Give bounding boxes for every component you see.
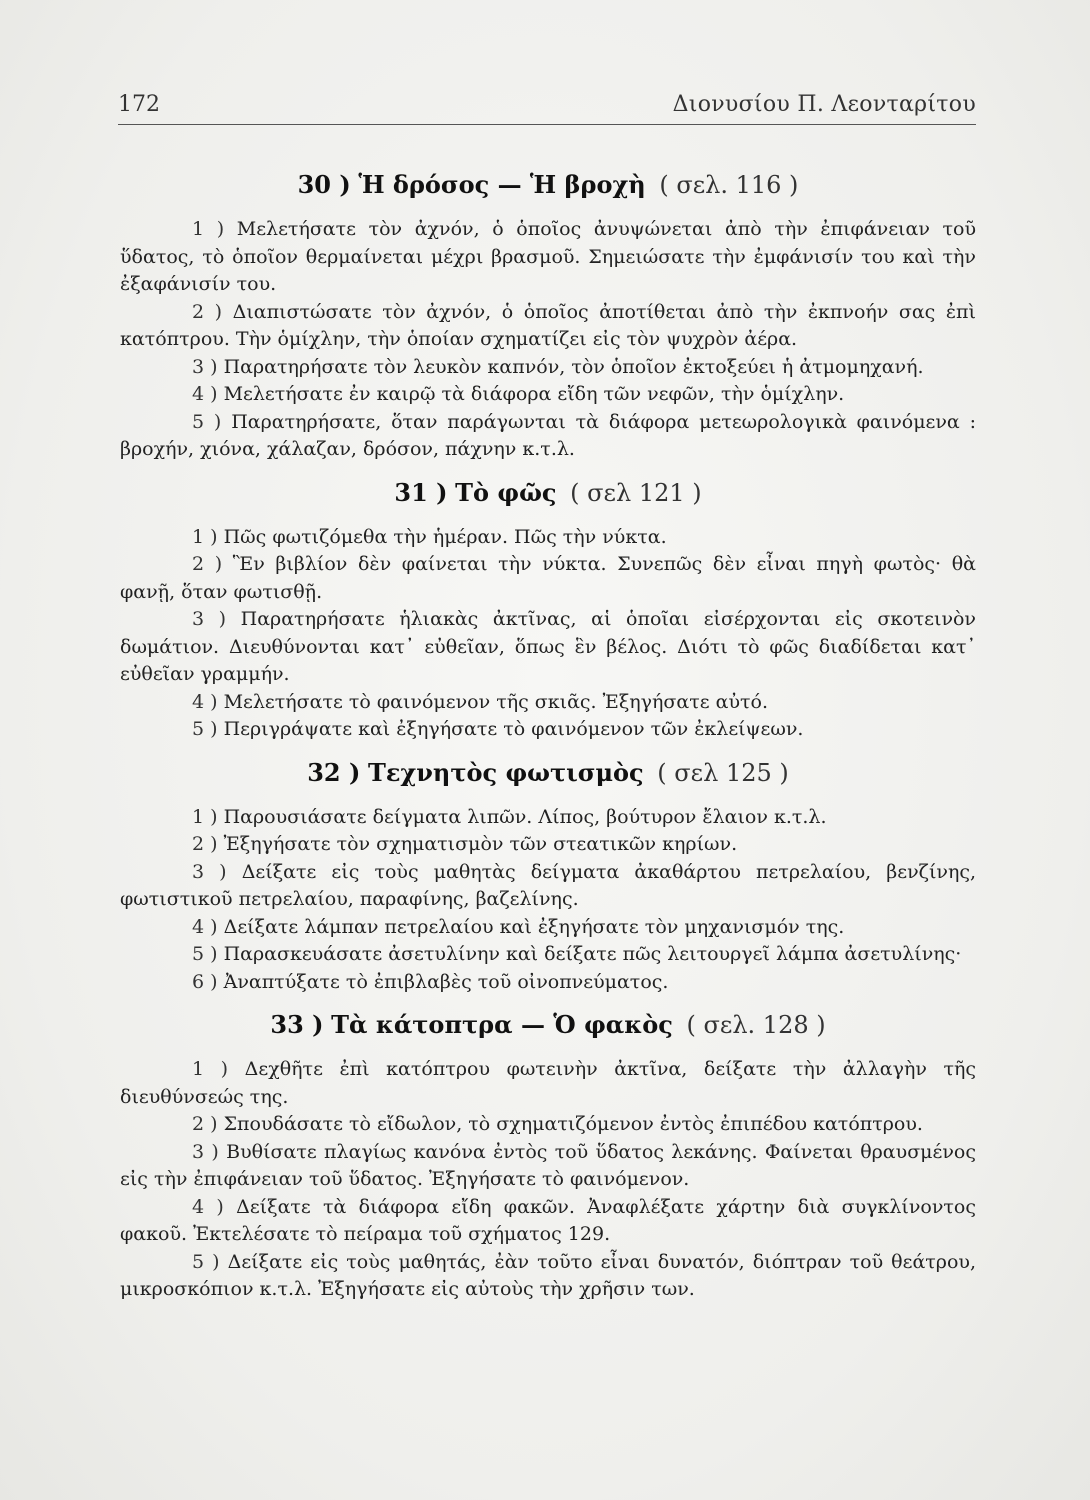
item-text: Δείξατε λάμπαν πετρελαίου καὶ ἐξηγήσατε τὸν μηχανισμόν της. xyxy=(223,915,845,938)
exercise-item xyxy=(120,524,976,552)
exercise-item xyxy=(120,409,976,464)
item-text: Παρουσιάσατε δείγματα λιπῶν. Λίπος, βούτυρον ἔλαιον κ.τ.λ. xyxy=(223,805,827,828)
item-text: Περιγράψατε καὶ ἐξηγήσατε τὸ φαινόμενον τῶν ἐκλείψεων. xyxy=(223,718,804,740)
exercise-item xyxy=(120,689,976,717)
section-33 xyxy=(120,1008,976,1304)
item-text: Πῶς φωτιζόμεθα τὴν ἡμέραν. Πῶς τὴν νύκτα. xyxy=(223,525,667,548)
exercise-item xyxy=(120,716,976,744)
item-text: Παρατηρήσατε τὸν λευκὸν καπνόν, τὸν ὁποῖον ἐκτοξεύει ἡ ἀτμομηχανή. xyxy=(223,355,924,378)
item-number: 3 ) xyxy=(192,355,218,378)
item-number: 5 ) xyxy=(192,410,222,433)
exercise-list xyxy=(120,1056,976,1304)
exercise-item xyxy=(120,859,976,914)
item-number: 5 ) xyxy=(192,718,218,740)
item-text: Σπουδάσατε τὸ εἴδωλον, τὸ σχηματιζόμενον ἐντὸς ἐπιπέδου κατόπτρου. xyxy=(223,1113,923,1135)
section-page-ref: ( σελ 121 ) xyxy=(570,478,702,507)
item-number: 1 ) xyxy=(192,525,218,548)
exercise-list xyxy=(120,804,976,997)
exercise-list xyxy=(120,524,976,744)
item-text: Ἐξηγήσατε τὸν σχηματισμὸν τῶν στεατικῶν κηρίων. xyxy=(223,833,738,855)
section-number: 30 ) xyxy=(297,170,351,199)
item-number: 1 ) xyxy=(192,218,225,240)
item-number: 2 ) xyxy=(192,833,218,855)
exercise-item xyxy=(120,551,976,606)
item-text: Παρασκευάσατε ἀσετυλίνην καὶ δείξατε πῶς λειτουργεῖ λάμπα ἀσετυλίνης· xyxy=(223,943,962,965)
item-text: Μελετήσατε ἐν καιρῷ τὰ διάφορα εἴδη τῶν νεφῶν, τὴν ὁμίχλην. xyxy=(223,383,845,405)
exercise-item xyxy=(120,914,976,942)
item-text: Δείξατε εἰς τοὺς μαθητάς, ἐὰν τοῦτο εἶναι δυνατόν, διόπτραν τοῦ θεάτρου, μικροσκόπιον κ.τ.λ. Ἐξηγήσατε εἰς αὐτοὺς τὴν χρῆσιν των. xyxy=(120,1250,977,1300)
exercise-list xyxy=(120,216,976,464)
item-text: Παρατηρήσατε, ὅταν παράγωνται τὰ διάφορα μετεωρολογικὰ φαινόμενα : βροχήν, χιόνα, χάλαζαν, δρόσον, πάχνην κ.τ.λ. xyxy=(120,410,977,460)
section-title: Τεχνητὸς φωτισμὸς xyxy=(367,757,644,787)
item-number: 5 ) xyxy=(192,943,218,965)
section-page-ref: ( σελ. 128 ) xyxy=(686,1011,826,1039)
item-number: 1 ) xyxy=(192,1058,229,1080)
exercise-item xyxy=(120,606,976,689)
item-number: 1 ) xyxy=(192,805,218,828)
section-page-ref: ( σελ 125 ) xyxy=(657,758,789,787)
exercise-item xyxy=(120,1139,976,1194)
item-text: Δείξατε εἰς τοὺς μαθητὰς δείγματα ἀκαθάρτου πετρελαίου, βενζίνης, φωτιστικοῦ πετρελαίου, παραφίνης, βαζελίνης. xyxy=(120,860,977,910)
section-page-ref: ( σελ. 116 ) xyxy=(659,171,799,199)
section-heading xyxy=(120,1008,976,1042)
page-header xyxy=(118,92,976,122)
item-number: 4 ) xyxy=(192,1195,224,1218)
item-number: 2 ) xyxy=(192,1113,218,1135)
section-heading xyxy=(120,476,976,510)
item-number: 3 ) xyxy=(192,608,227,630)
header-rule xyxy=(118,124,976,125)
exercise-item xyxy=(120,941,976,969)
section-heading xyxy=(120,168,976,202)
exercise-item xyxy=(120,1249,976,1304)
page-number: 172 xyxy=(118,92,160,117)
item-number: 4 ) xyxy=(192,915,218,938)
item-text: Μελετήσατε τὸ φαινόμενον τῆς σκιᾶς. Ἐξηγήσατε αὐτό. xyxy=(223,690,768,713)
item-number: 2 ) xyxy=(192,553,223,575)
item-text: Μελετήσατε τὸν ἀχνόν, ὁ ὁποῖος ἀνυψώνεται ἀπὸ τὴν ἐπιφάνειαν τοῦ ὕδατος, τὸ ὁποῖον θερμαίνεται μέχρι βρασμοῦ. Σημειώσατε τὴν ἐμφάνισίν του καὶ τὴν ἐξαφάνισίν του. xyxy=(120,218,976,295)
exercise-item xyxy=(120,804,976,832)
item-number: 2 ) xyxy=(192,300,223,323)
item-number: 3 ) xyxy=(192,1140,219,1163)
item-number: 5 ) xyxy=(192,1250,220,1273)
section-title: Τὰ κάτοπτρα — Ὁ φακὸς xyxy=(331,1010,673,1039)
exercise-item xyxy=(120,1194,976,1249)
item-text: Παρατηρήσατε ἡλιακὰς ἀκτῖνας, αἱ ὁποῖαι εἰσέρχονται εἰς σκοτεινὸν δωμάτιον. Διευθύνονται κατ᾽ εὐθεῖαν, ὅπως ἓν βέλος. Διότι τὸ φῶς διαδίδεται κατ᾽ εὐθεῖαν γραμμήν. xyxy=(120,608,976,685)
section-31 xyxy=(120,476,976,744)
page-body xyxy=(120,168,976,1304)
exercise-item xyxy=(120,1111,976,1139)
exercise-item xyxy=(120,969,976,997)
item-text: Δεχθῆτε ἐπὶ κατόπτρου φωτεινὴν ἀκτῖνα, δείξατε τὴν ἀλλαγὴν τῆς διευθύνσεώς της. xyxy=(120,1058,976,1108)
exercise-item xyxy=(120,299,976,354)
exercise-item xyxy=(120,354,976,382)
item-text: Βυθίσατε πλαγίως κανόνα ἐντὸς τοῦ ὕδατος λεκάνης. Φαίνεται θραυσμένος εἰς τὴν ἐπιφάνειαν τοῦ ὕδατος. Ἐξηγήσατε τὸ φαινόμενον. xyxy=(120,1140,976,1190)
item-text: Ἀναπτύξατε τὸ ἐπιβλαβὲς τοῦ οἰνοπνεύματος. xyxy=(223,970,669,993)
item-number: 3 ) xyxy=(192,860,227,883)
section-title: Τὸ φῶς xyxy=(455,477,557,507)
section-title: Ἡ δρόσος — Ἡ βροχὴ xyxy=(358,170,646,199)
exercise-item xyxy=(120,381,976,409)
section-32 xyxy=(120,756,976,997)
section-30 xyxy=(120,168,976,464)
section-number: 31 ) xyxy=(394,477,448,507)
section-number: 33 ) xyxy=(270,1010,324,1039)
item-number: 4 ) xyxy=(192,690,218,713)
section-number: 32 ) xyxy=(307,757,361,787)
item-text: Διαπιστώσατε τὸν ἀχνόν, ὁ ὁποῖος ἀποτίθεται ἀπὸ τὴν ἐκπνοήν σας ἐπὶ κατόπτρου. Τὴν ὁμίχλην, τὴν ὁποίαν σχηματίζει εἰς τὸν ψυχρὸν ἀέρα. xyxy=(120,300,976,350)
exercise-item xyxy=(120,831,976,859)
item-number: 4 ) xyxy=(192,383,218,405)
section-heading xyxy=(120,756,976,790)
item-text: Ἓν βιβλίον δὲν φαίνεται τὴν νύκτα. Συνεπῶς δὲν εἶναι πηγὴ φωτὸς· θὰ φανῇ, ὅταν φωτισθῇ. xyxy=(120,553,976,603)
exercise-item xyxy=(120,1056,976,1111)
running-head: Διονυσίου Π. Λεονταρίτου xyxy=(672,92,976,117)
exercise-item xyxy=(120,216,976,299)
item-number: 6 ) xyxy=(192,970,218,993)
item-text: Δείξατε τὰ διάφορα εἴδη φακῶν. Ἀναφλέξατε χάρτην διὰ συγκλίνοντος φακοῦ. Ἐκτελέσατε τὸ πείραμα τοῦ σχήματος 129. xyxy=(120,1195,977,1245)
